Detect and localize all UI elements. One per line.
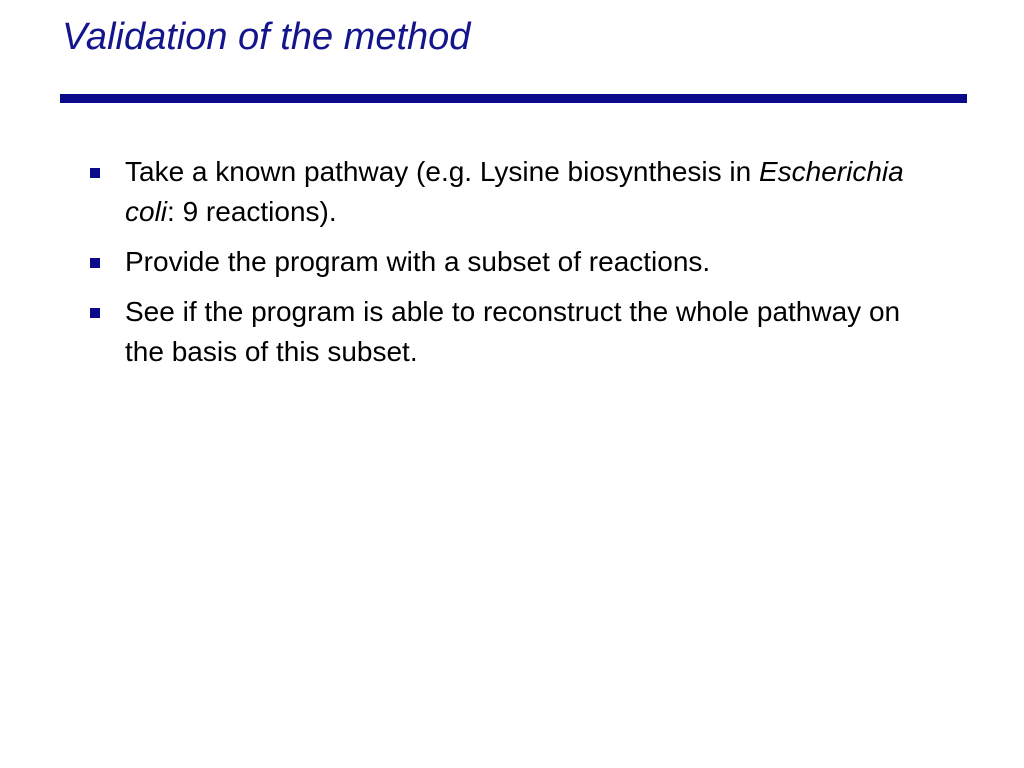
square-bullet-icon <box>90 258 100 268</box>
title-divider <box>60 94 967 103</box>
bullet-item <box>0 292 915 372</box>
bullet-text-suffix: : 9 reactions). <box>167 196 337 227</box>
bullet-text: See if the program is able to reconstruct the whole pathway on the basis of this subset. <box>125 296 901 367</box>
bullet-text: Provide the program with a subset of reactions. <box>125 246 711 277</box>
bullet-list <box>0 152 1024 382</box>
bullet-text-italic: Escherichia coli <box>125 156 904 227</box>
square-bullet-icon <box>90 168 100 178</box>
bullet-text: Take a known pathway (e.g. Lysine biosynthesis in <box>125 156 759 187</box>
bullet-item <box>0 152 915 232</box>
bullet-item <box>0 242 915 282</box>
square-bullet-icon <box>90 308 100 318</box>
slide-title: Validation of the method <box>62 16 471 58</box>
